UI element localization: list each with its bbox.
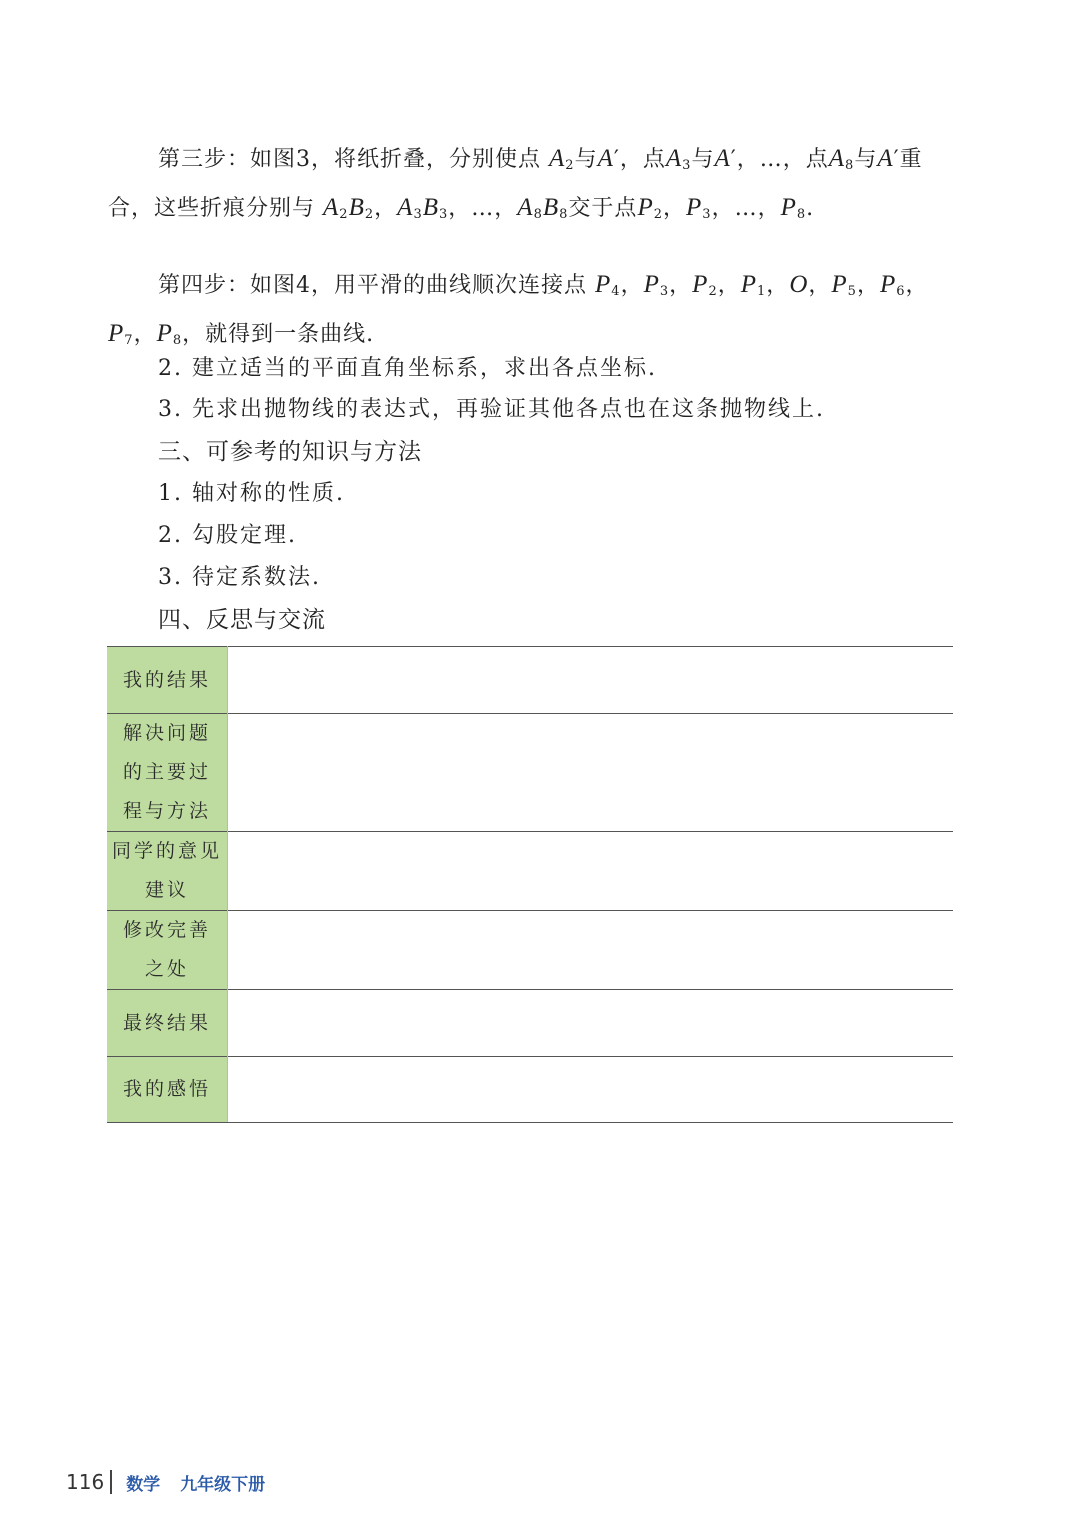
row-label: 修改完善 之处 [107,911,228,990]
knowledge-item-2: 2. 勾股定理. [158,523,297,548]
answer-cell[interactable] [228,647,954,714]
row-label: 最终结果 [107,990,228,1057]
page-footer [66,1467,265,1497]
table-row [107,647,953,714]
step4-paragraph: 第四步：如图4，用平滑的曲线顺次连接点 $P_4$，$P_3$，$P_2$，$P_1$，O，$P_5$，$P_6$，$P_7$，$P_8$，就得到一条曲线. [108,271,929,348]
table-row [107,990,953,1057]
grade-label: 九年级下册 [180,1474,266,1495]
row-label: 解决问题 的主要过 程与方法 [107,714,228,832]
table-row [107,832,953,911]
step3-paragraph: 第三步：如图3，将纸折叠，分别使点 $A_2$与A′，点$A_3$与A′，…，点$A_8$与A′重合，这些折痕分别与 $A_2B_2$，$A_3B_3$，…，$A_8B_8$交于点$P_2$，$P_3$，…，$P_8$. [108,145,923,222]
table-row [107,714,953,832]
section3-heading: 三、可参考的知识与方法 [158,439,422,465]
row-label: 同学的意见 建议 [107,832,228,911]
answer-cell[interactable] [228,1057,954,1123]
table-row [107,1057,953,1123]
answer-cell[interactable] [228,990,954,1057]
table-row [107,911,953,990]
knowledge-item-3: 3. 待定系数法. [158,565,321,590]
reflection-table [107,646,953,1123]
answer-cell[interactable] [228,714,954,832]
knowledge-item-1: 1. 轴对称的性质. [158,481,345,506]
item-3: 3. 先求出抛物线的表达式，再验证其他各点也在这条抛物线上. [158,397,825,422]
item-2: 2. 建立适当的平面直角坐标系，求出各点坐标. [158,356,657,381]
answer-cell[interactable] [228,911,954,990]
section4-heading: 四、反思与交流 [158,607,326,633]
answer-cell[interactable] [228,832,954,911]
subject-label: 数学 [126,1474,161,1495]
footer-divider [110,1470,112,1494]
page-number: 116 [66,1470,105,1494]
row-label: 我的结果 [107,647,228,714]
row-label: 我的感悟 [107,1057,228,1123]
